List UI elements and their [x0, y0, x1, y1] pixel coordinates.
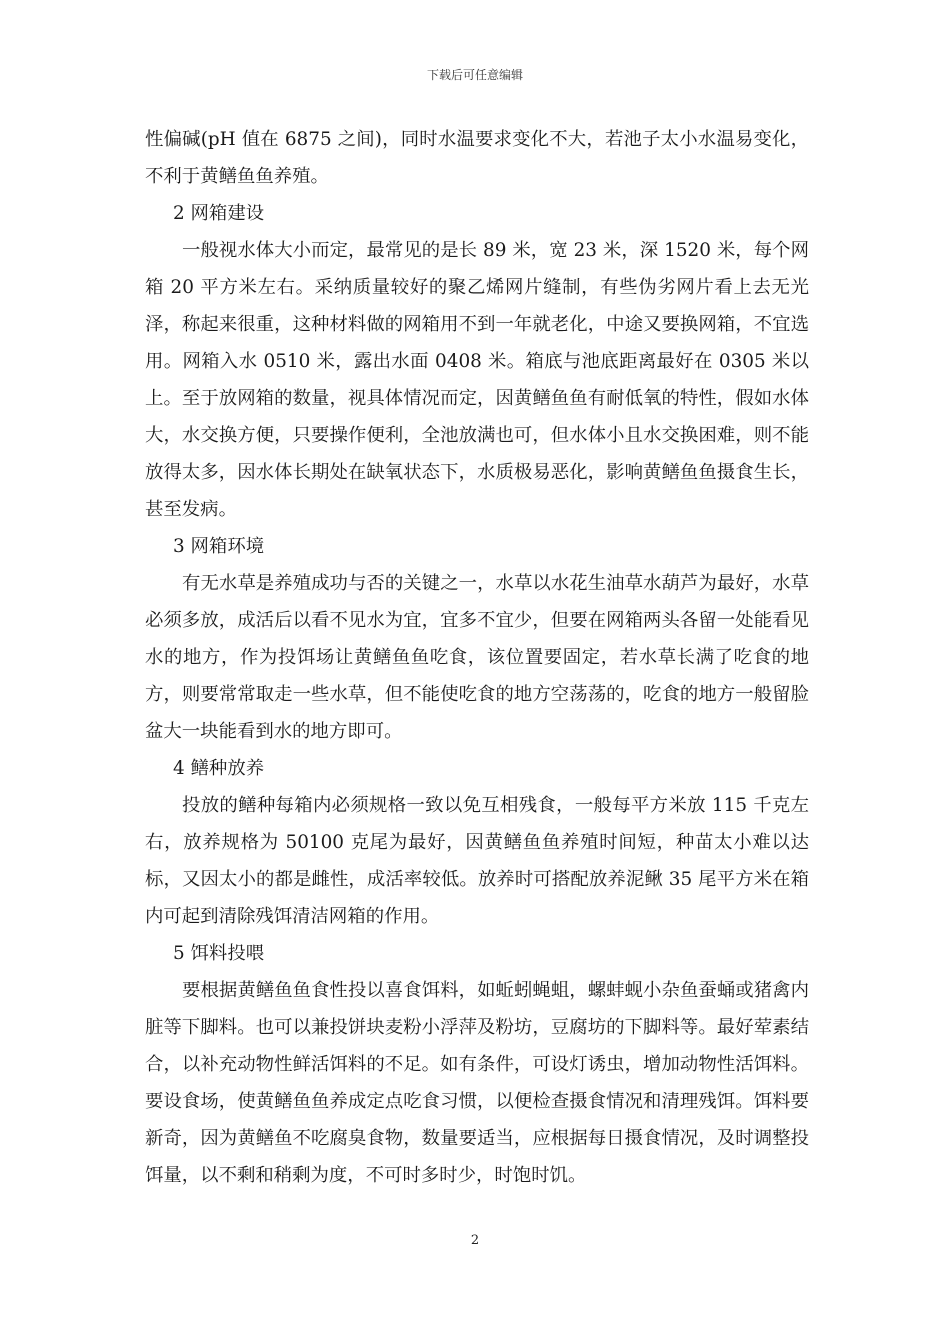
page-number: 2	[470, 1233, 480, 1248]
page-footer	[0, 1232, 950, 1250]
document-body	[145, 121, 809, 1194]
section-heading-3: 3 网箱环境	[173, 536, 265, 557]
section-heading-4: 4 鳝种放养	[173, 758, 265, 779]
section-heading-5: 5 饵料投喂	[173, 943, 265, 964]
header-text: 下载后可任意编辑	[426, 68, 523, 82]
paragraph-continued: 性偏碱(pH 值在 6875 之间)，同时水温要求变化不大，若池子太小水温易变化，不利于黄鳝鱼鱼养殖。	[145, 129, 809, 187]
paragraph-feeding: 要根据黄鳝鱼鱼食性投以喜食饵料，如蚯蚓蝇蛆，螺蚌蚬小杂鱼蚕蛹或猪禽内脏等下脚料。也可以兼投饼块麦粉小浮萍及粉坊，豆腐坊的下脚料等。最好荤素结合，以补充动物性鲜活饵料的不足。如有条件，可设灯诱虫，增加动物性活饵料。要设食场，使黄鳝鱼鱼养成定点吃食习惯，以便检查摄食情况和清理残饵。饵料要新奇，因为黄鳝鱼不吃腐臭食物，数量要适当，应根据每日摄食情况，及时调整投饵量，以不剩和稍剩为度，不可时多时少，时饱时饥。	[145, 980, 809, 1186]
section-heading-2: 2 网箱建设	[173, 203, 265, 224]
paragraph-net-cage-environment: 有无水草是养殖成功与否的关键之一，水草以水花生油草水葫芦为最好，水草必须多放，成活后以看不见水为宜，宜多不宜少，但要在网箱两头各留一处能看见水的地方，作为投饵场让黄鳝鱼鱼吃食，该位置要固定，若水草长满了吃食的地方，则要常常取走一些水草，但不能使吃食的地方空荡荡的，吃食的地方一般留脸盆大一块能看到水的地方即可。	[145, 573, 809, 742]
paragraph-eel-stocking: 投放的鳝种每箱内必须规格一致以免互相残食，一般每平方米放 115 千克左右，放养规格为 50100 克尾为最好，因黄鳝鱼鱼养殖时间短，种苗太小难以达标，又因太小的都是雌性，成活率较低。放养时可搭配放养泥鳅 35 尾平方米在箱内可起到清除残饵清洁网箱的作用。	[145, 795, 809, 927]
page-header	[0, 67, 950, 83]
paragraph-net-cage-construction: 一般视水体大小而定，最常见的是长 89 米，宽 23 米，深 1520 米，每个网箱 20 平方米左右。采纳质量较好的聚乙烯网片缝制，有些伪劣网片看上去无光泽，称起来很重，这种材料做的网箱用不到一年就老化，中途又要换网箱，不宜选用。网箱入水 0510 米，露出水面 0408 米。箱底与池底距离最好在 0305 米以上。至于放网箱的数量，视具体情况而定，因黄鳝鱼鱼有耐低氧的特性，假如水体大，水交换方便，只要操作便利，全池放满也可，但水体小且水交换困难，则不能放得太多，因水体长期处在缺氧状态下，水质极易恶化，影响黄鳝鱼鱼摄食生长，甚至发病。	[145, 240, 809, 520]
